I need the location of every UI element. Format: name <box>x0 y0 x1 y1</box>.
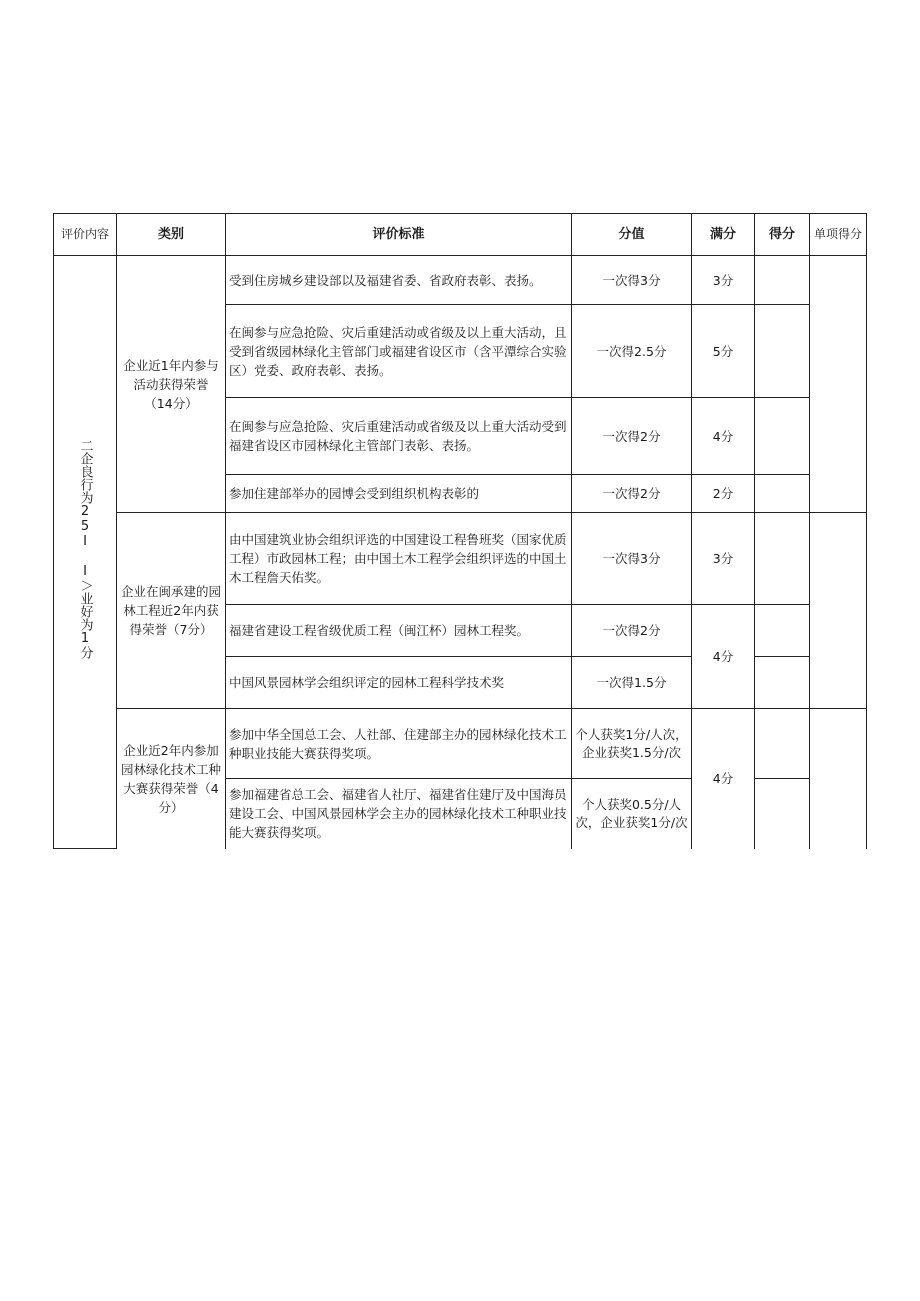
standard-cell: 参加住建部举办的园博会受到组织机构表彰的 <box>226 475 572 513</box>
score-cell[interactable] <box>755 256 810 305</box>
group-category: 企业近1年内参与活动获得荣誉（14分） <box>117 256 226 513</box>
standard-cell: 中国风景园林学会组织评定的园林工程科学技术奖 <box>226 657 572 709</box>
value-cell: 一次得2分 <box>572 475 692 513</box>
standard-cell: 福建省建设工程省级优质工程（闽江杯）园林工程奖。 <box>226 605 572 657</box>
single-score-cell[interactable] <box>810 709 867 849</box>
score-cell[interactable] <box>755 475 810 513</box>
value-cell: 个人获奖1分/人次，企业获奖1.5分/次 <box>572 709 692 779</box>
standard-cell: 受到住房城乡建设部以及福建省委、省政府表彰、表扬。 <box>226 256 572 305</box>
value-cell: 一次得3分 <box>572 256 692 305</box>
header-category: 类别 <box>117 214 226 256</box>
full-cell: 4分 <box>692 398 755 475</box>
value-cell: 一次得2分 <box>572 605 692 657</box>
standard-cell: 在闽参与应急抢险、灾后重建活动或省级及以上重大活动，且受到省级园林绿化主管部门或福建省设区市（含平潭综合实验区）党委、政府表彰、表扬。 <box>226 305 572 398</box>
group-category: 企业近2年内参加园林绿化技术工种大赛获得荣誉（4分） <box>117 709 226 849</box>
section-label-cell <box>54 256 117 849</box>
score-cell[interactable] <box>755 305 810 398</box>
table-row <box>54 256 867 305</box>
value-cell: 一次得2分 <box>572 398 692 475</box>
score-cell[interactable] <box>755 513 810 605</box>
header-row <box>54 214 867 256</box>
score-cell[interactable] <box>755 605 810 657</box>
score-cell[interactable] <box>755 398 810 475</box>
evaluation-table <box>53 213 867 849</box>
value-cell: 一次得2.5分 <box>572 305 692 398</box>
header-content: 评价内容 <box>54 214 117 256</box>
standard-cell: 参加福建省总工会、福建省人社厅、福建省住建厅及中国海员建设工会、中国风景园林学会主办的园林绿化技术工种职业技能大赛获得奖项。 <box>226 779 572 849</box>
full-cell: 5分 <box>692 305 755 398</box>
header-score: 得分 <box>755 214 810 256</box>
score-cell[interactable] <box>755 779 810 849</box>
header-standard: 评价标准 <box>226 214 572 256</box>
table-row <box>54 513 867 605</box>
group-category: 企业在闽承建的园林工程近2年内获得荣誉（7分） <box>117 513 226 709</box>
single-score-cell[interactable] <box>810 513 867 709</box>
table-row <box>54 709 867 779</box>
full-cell: 3分 <box>692 256 755 305</box>
standard-cell: 在闽参与应急抢险、灾后重建活动或省级及以上重大活动受到福建省设区市园林绿化主管部门表彰、表扬。 <box>226 398 572 475</box>
full-cell: 4分 <box>692 605 755 709</box>
score-cell[interactable] <box>755 657 810 709</box>
full-cell: 3分 <box>692 513 755 605</box>
header-value: 分值 <box>572 214 692 256</box>
value-cell: 个人获奖0.5分/人次，企业获奖1分/次 <box>572 779 692 849</box>
standard-cell: 参加中华全国总工会、人社部、住建部主办的园林绿化技术工种职业技能大赛获得奖项。 <box>226 709 572 779</box>
header-full: 满分 <box>692 214 755 256</box>
score-cell[interactable] <box>755 709 810 779</box>
single-score-cell[interactable] <box>810 256 867 513</box>
full-cell: 2分 <box>692 475 755 513</box>
full-cell: 4分 <box>692 709 755 849</box>
standard-cell: 由中国建筑业协会组织评选的中国建设工程鲁班奖（国家优质工程）市政园林工程；由中国土木工程学会组织评选的中国土木工程詹天佑奖。 <box>226 513 572 605</box>
value-cell: 一次得3分 <box>572 513 692 605</box>
header-single: 单项得分 <box>810 214 867 256</box>
value-cell: 一次得1.5分 <box>572 657 692 709</box>
section-label: 二企良行为25I I＞业好为1分 <box>77 439 93 659</box>
